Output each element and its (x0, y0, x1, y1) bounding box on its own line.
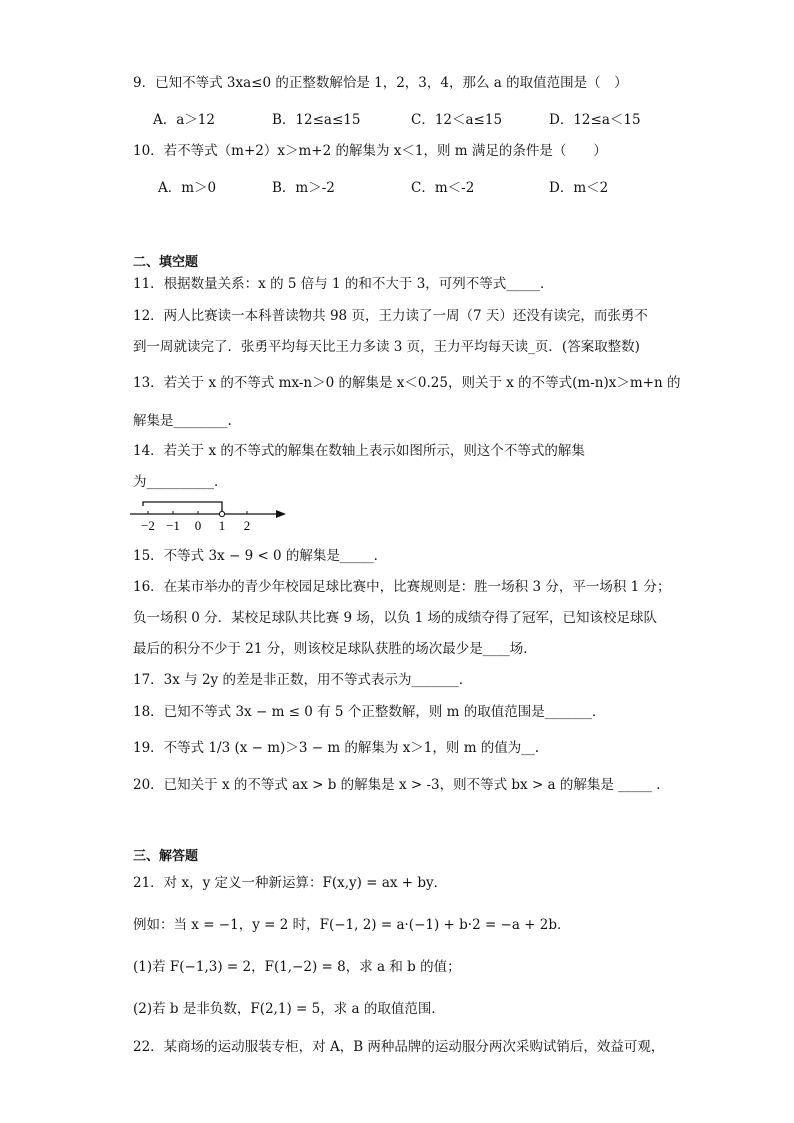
q21-line1: 21．对 x，y 定义一种新运算：F(x,y) = ax + by． (133, 875, 448, 891)
q20: 20．已知关于 x 的不等式 ax > b 的解集是 x > -3，则不等式 bx > a 的解集是 _____ ． (133, 777, 670, 793)
q9-option-b: B．12≤a≤15 (272, 112, 361, 128)
tick-label: 0 (194, 518, 202, 533)
q18: 18．已知不等式 3x − m ≤ 0 有 5 个正整数解，则 m 的取值范围是_______． (133, 704, 606, 720)
q15: 15．不等式 3x − 9 < 0 的解集是_____． (133, 548, 388, 564)
q16-line2: 负一场积 0 分．某校足球队共比赛 9 场，以负 1 场的成绩夺得了冠军，已知该校足球队 (133, 610, 658, 626)
section-heading-fill: 二、填空题 (133, 255, 199, 270)
tick-label: −2 (141, 518, 155, 533)
q22-line1: 22．某商场的运动服装专柜，对 A，B 两种品牌的运动服分两次采购试销后，效益可观， (133, 1039, 665, 1055)
q12-line2: 到一周就读完了．张勇平均每天比王力多读 3 页，王力平均每天读_页．(答案取整数) (133, 339, 640, 355)
q9-option-a: A．a＞12 (153, 112, 215, 128)
q16-line1: 16．在某市举办的青少年校园足球比赛中，比赛规则是：胜一场积 3 分，平一场积 1 分； (133, 579, 671, 595)
section-heading-answer: 三、解答题 (133, 849, 199, 864)
q10-option-a: A．m＞0 (158, 180, 217, 196)
number-line-figure (128, 494, 288, 534)
q14-line2: 为__________． (133, 474, 228, 490)
tick-label: 1 (218, 518, 226, 533)
q21-example: 例如：当 x = −1，y = 2 时，F(−1, 2) = a·(−1) + b·2 = −a + 2b． (133, 917, 571, 933)
tick-label: 2 (243, 518, 251, 533)
tick-label: −1 (166, 518, 180, 533)
q12-line1: 12．两人比赛读一本科普读物共 98 页，王力读了一周（7 天）还没有读完，而张勇不 (133, 308, 648, 324)
q10-stem: 10．若不等式（m+2）x＞m+2 的解集为 x＜1，则 m 满足的条件是（ ） (133, 143, 607, 159)
q13-line2: 解集是________. (133, 413, 232, 429)
q10-option-d: D．m＜2 (549, 180, 609, 196)
q21-part2: (2)若 b 是非负数，F(2,1) = 5，求 a 的取值范围． (133, 1001, 445, 1017)
q9-option-d: D．12≤a＜15 (549, 112, 641, 128)
q11: 11．根据数量关系：x 的 5 倍与 1 的和不大于 3，可列不等式_____． (133, 276, 554, 292)
q10-option-b: B．m＞-2 (272, 180, 335, 196)
q9-option-c: C．12＜a≤15 (411, 112, 503, 128)
q9-stem: 9．已知不等式 3xa≤0 的正整数解恰是 1，2，3，4，那么 a 的取值范围是（ ） (133, 75, 628, 91)
q14-line1: 14．若关于 x 的不等式的解集在数轴上表示如图所示，则这个不等式的解集 (133, 443, 585, 459)
q19: 19．不等式 1/3 (x − m)＞3 − m 的解集为 x＞1，则 m 的值为__. (133, 740, 540, 756)
q10-option-c: C．m＜-2 (411, 180, 475, 196)
q21-part1: (1)若 F(−1,3) = 2，F(1,−2) = 8，求 a 和 b 的值； (133, 959, 461, 975)
q17: 17．3x 与 2y 的差是非正数，用不等式表示为_______． (133, 672, 473, 688)
q13-line1: 13．若关于 x 的不等式 mx-n＞0 的解集是 x＜0.25，则关于 x 的不等式(m-n)x＞m+n 的 (133, 375, 681, 391)
q16-line3: 最后的积分不少于 21 分，则该校足球队获胜的场次最少是____场． (133, 641, 537, 657)
